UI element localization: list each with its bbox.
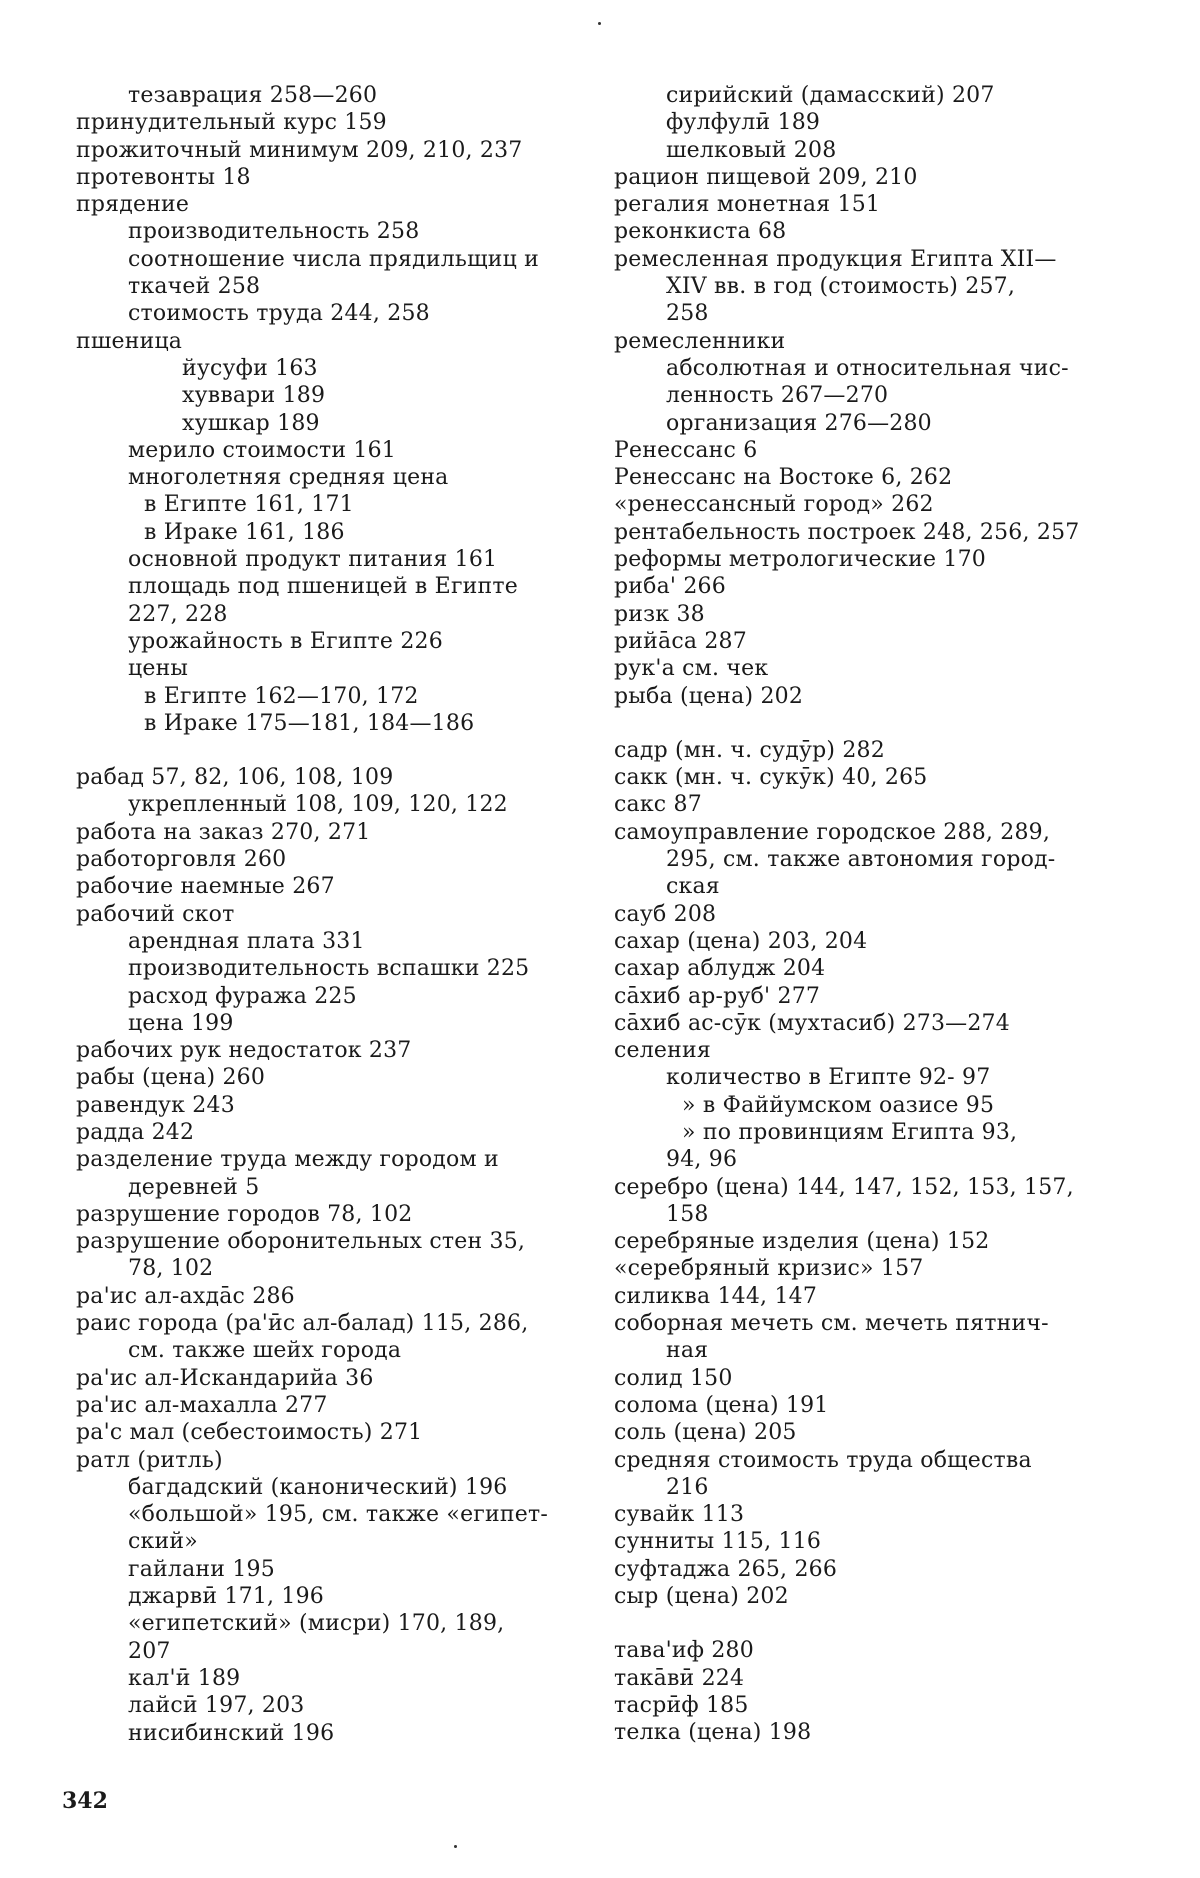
index-entry: рабочие наемные 267 — [76, 874, 335, 900]
index-entry: силиква 144, 147 — [614, 1283, 818, 1309]
index-entry: цена 199 — [128, 1010, 234, 1036]
index-entry: рук'а см. чек — [614, 656, 769, 682]
index-entry: ремесленники — [614, 328, 786, 354]
index-entry: производительность 258 — [128, 219, 420, 245]
index-entry: » в Файйумском оазисе 95 — [682, 1092, 995, 1118]
index-entry: площадь под пшеницей в Египте — [128, 574, 518, 600]
index-entry: разделение труда между городом и — [76, 1147, 499, 1173]
index-entry: сауб 208 — [614, 901, 717, 927]
index-entry: работа на заказ 270, 271 — [76, 819, 371, 845]
section-gap — [614, 710, 1154, 737]
index-entry: 295, см. также автономия город- — [666, 847, 1056, 873]
index-entry: самоуправление городское 288, 289, — [614, 819, 1051, 845]
index-entry: ра'ис ал-махалла 277 — [76, 1392, 328, 1418]
index-entry: ра'ис ал-Искандарийа 36 — [76, 1365, 374, 1391]
index-entry: раис города (ра'ӣс ал-балад) 115, 286, — [76, 1311, 529, 1337]
index-entry: рацион пищевой 209, 210 — [614, 164, 918, 190]
index-entry: селения — [614, 1038, 711, 1064]
index-entry: реконкиста 68 — [614, 219, 787, 245]
index-entry: принудительный курс 159 — [76, 110, 387, 136]
index-entry: суфтаджа 265, 266 — [614, 1556, 838, 1582]
index-entry: шелковый 208 — [666, 137, 837, 163]
index-entry: работорговля 260 — [76, 847, 287, 873]
index-entry: арендная плата 331 — [128, 928, 365, 954]
index-entry: ратл (ритль) — [76, 1447, 223, 1473]
index-entry: абсолютная и относительная чис- — [666, 355, 1069, 381]
index-entry: сакк (мн. ч. сукӯк) 40, 265 — [614, 765, 928, 791]
index-entry: протевонты 18 — [76, 164, 251, 190]
index-entry: разрушение городов 78, 102 — [76, 1201, 413, 1227]
index-entry: » по провинциям Египта 93, — [682, 1119, 1018, 1145]
index-entry: 207 — [128, 1638, 171, 1664]
index-entry: сунниты 115, 116 — [614, 1529, 822, 1555]
index-entry: организация 276—280 — [666, 410, 932, 436]
index-entry: расход фуража 225 — [128, 983, 357, 1009]
index-entry: разрушение оборонительных стен 35, — [76, 1229, 526, 1255]
index-entry: тава'иф 280 — [614, 1638, 754, 1664]
index-entry: джарвӣ 171, 196 — [128, 1584, 324, 1610]
index-entry: прожиточный минимум 209, 210, 237 — [76, 137, 523, 163]
index-entry: равендук 243 — [76, 1092, 235, 1118]
index-entry: см. также шейх города — [128, 1338, 402, 1364]
index-entry: сāхиб ар-руб' 277 — [614, 983, 821, 1009]
index-entry: Ренессанс на Востоке 6, 262 — [614, 465, 953, 491]
index-entry: тезаврация 258—260 — [128, 83, 378, 108]
index-entry: ленность 267—270 — [666, 383, 889, 409]
index-entry: серебро (цена) 144, 147, 152, 153, 157, — [614, 1174, 1074, 1200]
index-entry: регалия монетная 151 — [614, 192, 881, 218]
index-entry: риба' 266 — [614, 574, 726, 600]
index-entry: солид 150 — [614, 1365, 733, 1391]
index-entry: радда 242 — [76, 1119, 195, 1145]
index-entry: нисибинский 196 — [128, 1720, 335, 1746]
index-entry: тасрӣф 185 — [614, 1692, 749, 1718]
top-speck — [598, 22, 601, 25]
index-entry: солома (цена) 191 — [614, 1392, 829, 1418]
index-entry: Ренессанс 6 — [614, 437, 758, 463]
index-entry: рабы (цена) 260 — [76, 1065, 266, 1091]
index-entry: 158 — [666, 1201, 709, 1227]
index-entry: в Ираке 175—181, 184—186 — [144, 710, 475, 736]
index-entry: сāхиб ас-сӯк (мухтасиб) 273—274 — [614, 1010, 1010, 1036]
page-number: 342 — [62, 1788, 108, 1814]
index-entry: 216 — [666, 1474, 709, 1500]
index-entry: прядение — [76, 192, 190, 218]
index-entry: цены — [128, 656, 189, 682]
index-entry: йусуфи 163 — [182, 355, 318, 381]
index-entry: сахар аблудж 204 — [614, 956, 826, 982]
index-entry: фулфулӣ 189 — [666, 110, 821, 136]
index-entry: рыба (цена) 202 — [614, 683, 804, 709]
index-entry: хушкар 189 — [182, 410, 320, 436]
index-entry: 258 — [666, 301, 709, 327]
index-entry: такāвӣ 224 — [614, 1665, 745, 1691]
index-entry: стоимость труда 244, 258 — [128, 301, 430, 327]
index-entry: рабад 57, 82, 106, 108, 109 — [76, 765, 394, 791]
index-entry: укрепленный 108, 109, 120, 122 — [128, 792, 508, 818]
index-entry: сирийский (дамасский) 207 — [666, 83, 995, 108]
index-entry: ский» — [128, 1529, 198, 1555]
index-entry: «серебряный кризис» 157 — [614, 1256, 924, 1282]
index-entry: рентабельность построек 248, 256, 257 — [614, 519, 1080, 545]
index-entry: серебряные изделия (цена) 152 — [614, 1229, 990, 1255]
index-entry: ра'ис ал-ахдāс 286 — [76, 1283, 295, 1309]
index-entry: рабочий скот — [76, 901, 235, 927]
left-index-column — [76, 82, 596, 1747]
index-entry: количество в Египте 92- 97 — [666, 1065, 991, 1091]
index-entry: деревней 5 — [128, 1174, 260, 1200]
index-entry: ная — [666, 1338, 709, 1364]
index-entry: ра'с мал (себестоимость) 271 — [76, 1420, 423, 1446]
index-entry: XIV вв. в год (стоимость) 257, — [666, 274, 1016, 300]
index-entry: урожайность в Египте 226 — [128, 628, 443, 654]
index-entry: рийāса 287 — [614, 628, 747, 654]
index-entry: садр (мн. ч. судӯр) 282 — [614, 737, 885, 763]
index-entry: 227, 228 — [128, 601, 228, 627]
index-entry: багдадский (канонический) 196 — [128, 1474, 508, 1500]
index-entry: сувайк 113 — [614, 1502, 745, 1528]
index-entry: производительность вспашки 225 — [128, 956, 530, 982]
index-entry: в Египте 162—170, 172 — [144, 683, 419, 709]
index-entry: 94, 96 — [666, 1147, 738, 1173]
index-entry: средняя стоимость труда общества — [614, 1447, 1032, 1473]
section-gap — [76, 737, 596, 764]
index-entry: ремесленная продукция Египта XII— — [614, 246, 1057, 272]
index-entry: сыр (цена) 202 — [614, 1584, 789, 1610]
index-entry: многолетняя средняя цена — [128, 465, 449, 491]
index-entry: в Египте 161, 171 — [144, 492, 354, 518]
index-entry: в Ираке 161, 186 — [144, 519, 345, 545]
index-entry: ская — [666, 874, 720, 900]
index-entry: соборная мечеть см. мечеть пятнич- — [614, 1311, 1049, 1337]
bottom-speck — [454, 1845, 457, 1848]
right-index-column — [614, 82, 1154, 1747]
index-entry: лайсӣ 197, 203 — [128, 1693, 305, 1719]
index-entry: хуввари 189 — [182, 383, 326, 409]
index-entry: 78, 102 — [128, 1256, 214, 1282]
index-entry: сакс 87 — [614, 792, 702, 818]
index-entry: рабочих рук недостаток 237 — [76, 1038, 412, 1064]
index-entry: «большой» 195, см. также «египет- — [128, 1502, 548, 1528]
index-entry: гайлани 195 — [128, 1556, 275, 1582]
index-entry: телка (цена) 198 — [614, 1720, 812, 1746]
index-entry: ткачей 258 — [128, 274, 261, 300]
index-entry: ризк 38 — [614, 601, 705, 627]
index-entry: кал'ӣ 189 — [128, 1665, 241, 1691]
index-entry: основной продукт питания 161 — [128, 547, 498, 573]
index-entry: «египетский» (мисри) 170, 189, — [128, 1611, 505, 1637]
index-entry: «ренессансный город» 262 — [614, 492, 934, 518]
index-entry: пшеница — [76, 328, 183, 354]
index-entry: сахар (цена) 203, 204 — [614, 928, 868, 954]
section-gap — [614, 1610, 1154, 1637]
index-entry: соотношение числа прядильщиц и — [128, 246, 540, 272]
index-entry: реформы метрологические 170 — [614, 547, 987, 573]
index-entry: соль (цена) 205 — [614, 1420, 797, 1446]
index-entry: мерило стоимости 161 — [128, 437, 396, 463]
